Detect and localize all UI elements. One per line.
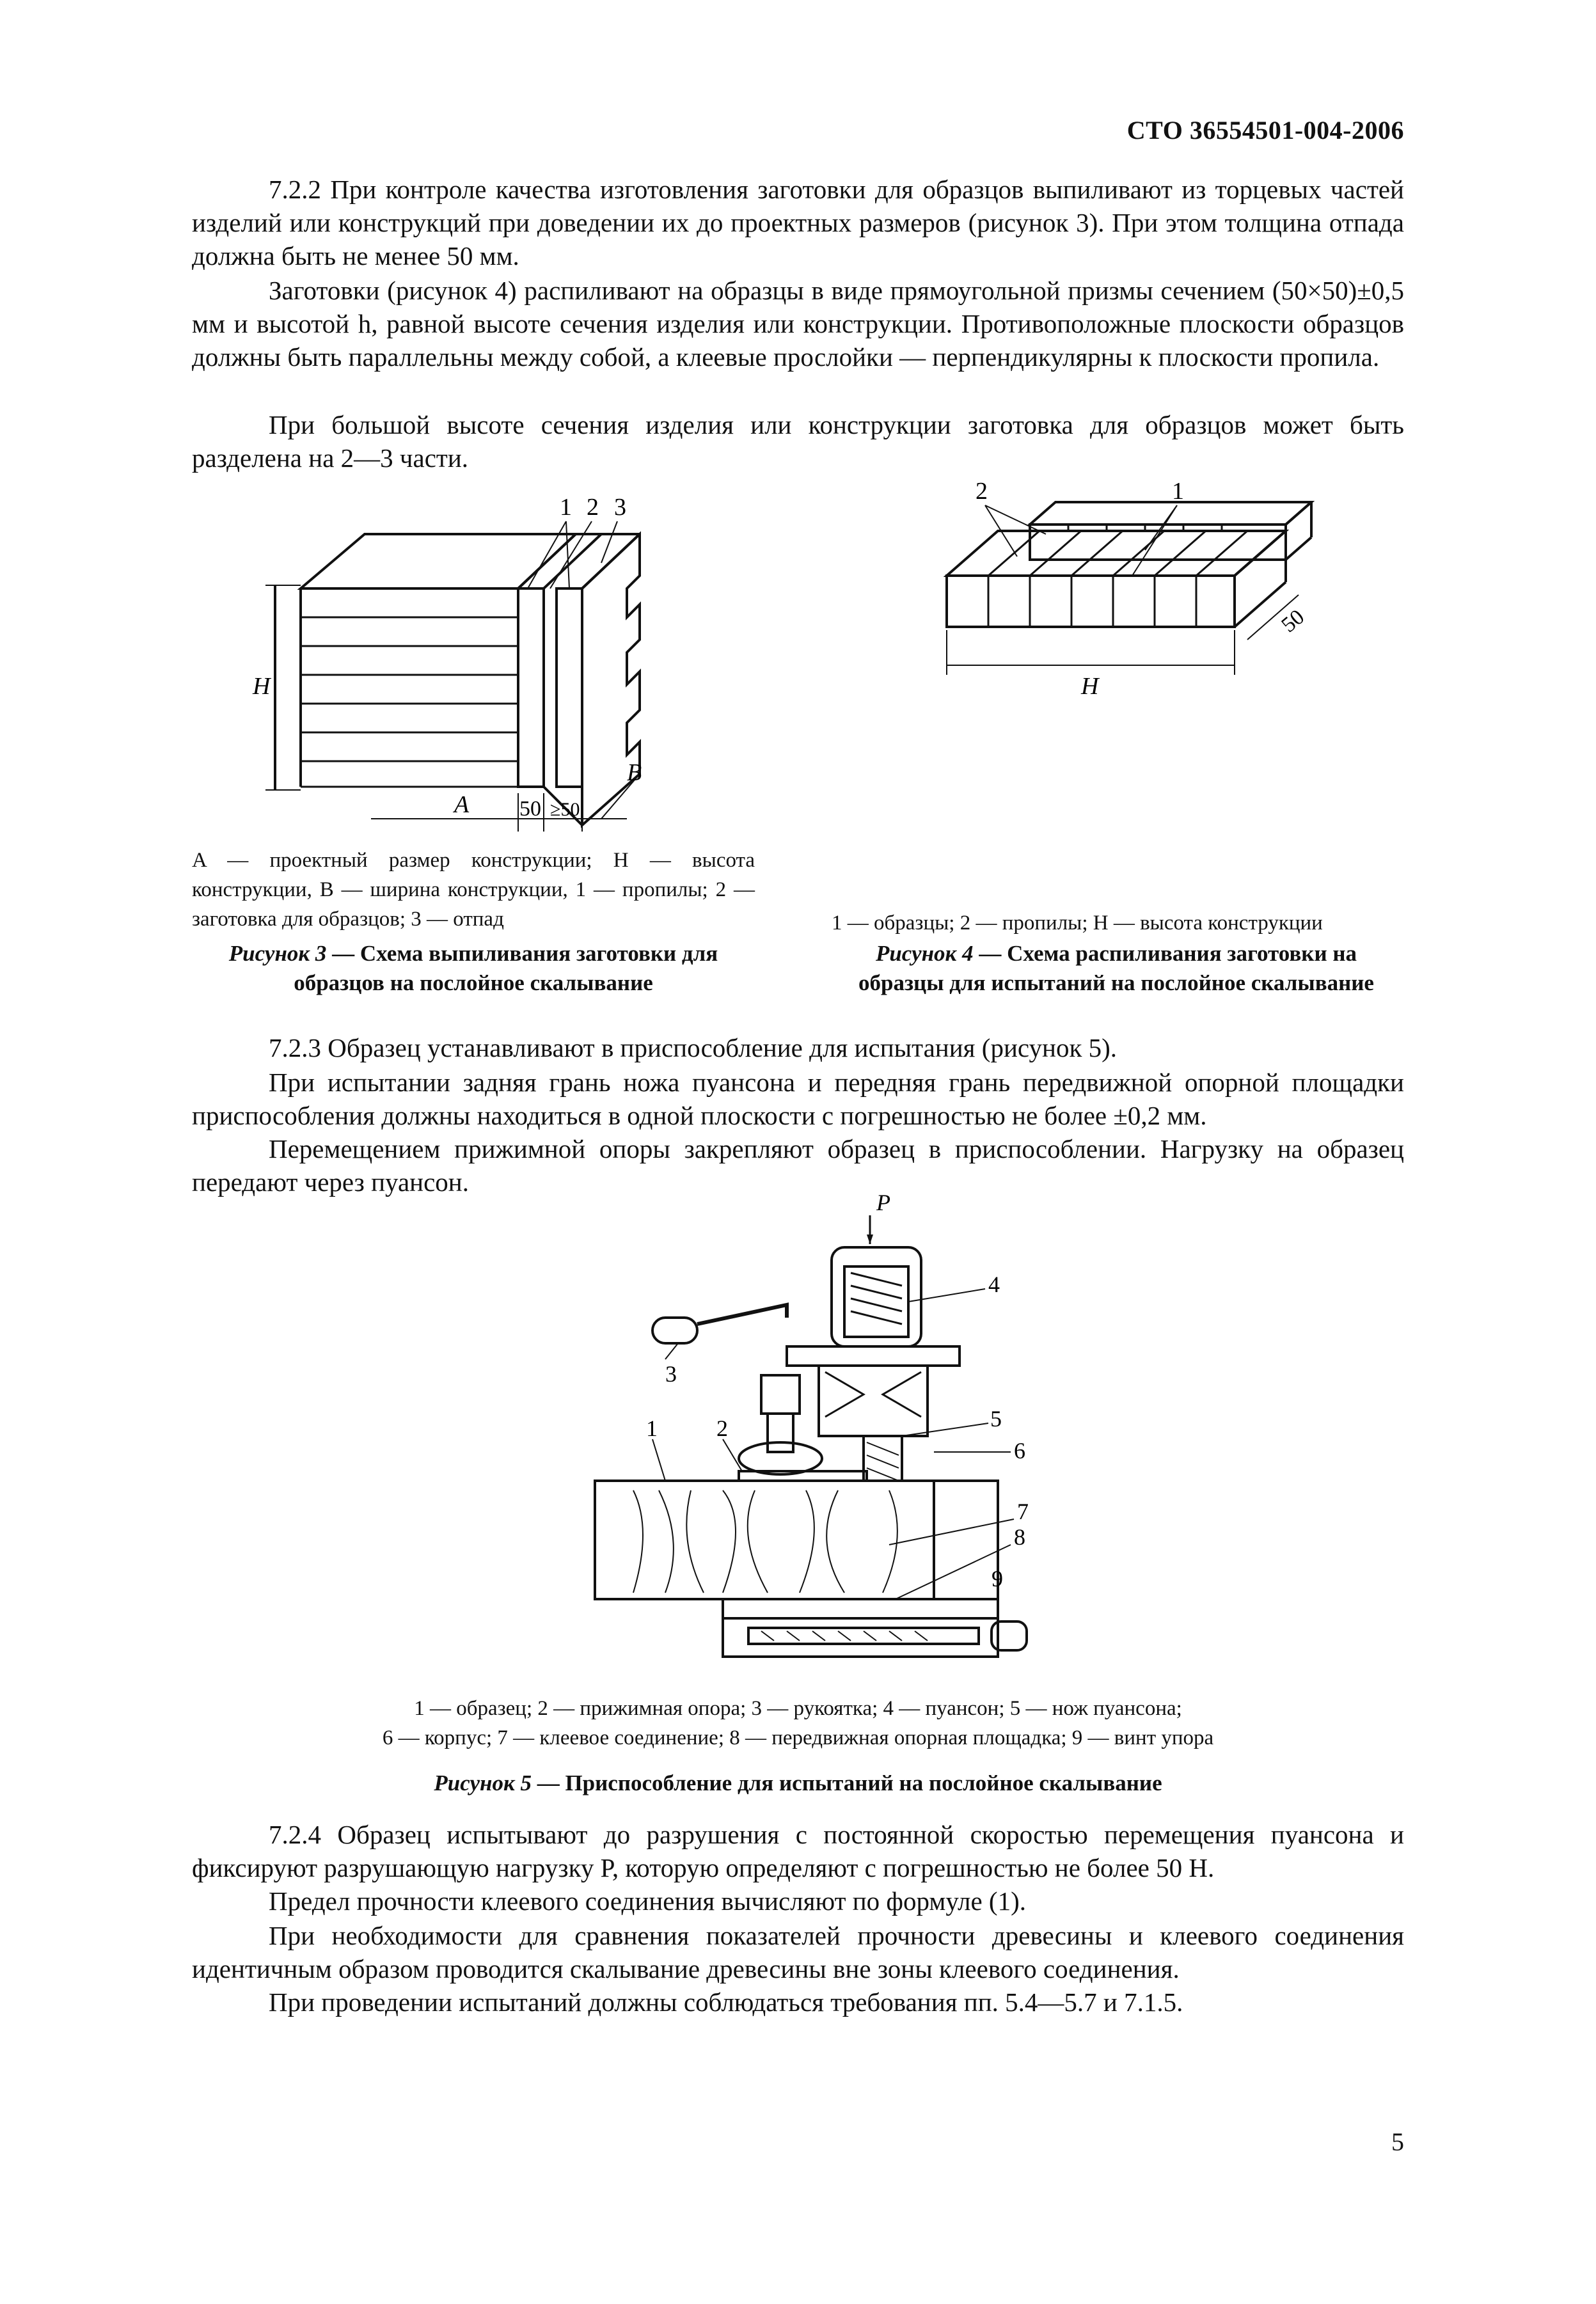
figure-5-caption-line1: 1 — образец; 2 — прижимная опора; 3 — рукоятка; 4 — пуансон; 5 — нож пуансона;: [414, 1697, 1182, 1720]
fig5-label-5: 5: [990, 1406, 1002, 1432]
figure-4-title: [832, 939, 1401, 998]
paragraph-requirements: При проведении испытаний должны соблюдаться требования пп. 5.4—5.7 и 7.1.5.: [269, 1987, 1183, 2017]
figure-5-diagram: [595, 1190, 1043, 1708]
fig3-label-1: 1: [560, 494, 572, 521]
fig3-label-3: 3: [614, 494, 626, 521]
paragraph-7-2-2: 7.2.2 При контроле качества изготовления заготовки для образцов выпиливают из торцевых частей изделий или конструкций при доведении их до проектных размеров (рисунок 3). При этом толщина отпада должна быть не менее 50 мм.: [192, 175, 1404, 271]
figure-5-title-text: — Приспособление для испытаний на послойное скалывание: [531, 1771, 1162, 1795]
fig4-label-H: H: [1081, 673, 1099, 700]
figure-3-title-prefix: Рисунок 3: [228, 941, 327, 966]
fig5-label-2: 2: [716, 1416, 728, 1441]
paragraph-clamp: Перемещением прижимной опоры закрепляют образец в приспособлении. Нагрузку на образец передают через пуансон.: [192, 1134, 1404, 1197]
fig5-label-3: 3: [665, 1361, 677, 1387]
fig4-dim-50: 50: [1277, 604, 1309, 638]
fig4-label-2: 2: [976, 478, 988, 505]
figure-5-caption-line2: 6 — корпус; 7 — клеевое соединение; 8 — передвижная опорная площадка; 9 — винт упора: [382, 1726, 1214, 1749]
figure-5-title: [192, 1769, 1404, 1798]
figure-5-title-prefix: Рисунок 5: [434, 1771, 532, 1795]
fig3-dim-ge50: ≥50: [550, 799, 580, 820]
fig5-label-7: 7: [1017, 1499, 1029, 1524]
fig4-label-1: 1: [1172, 478, 1184, 505]
figure-3-caption: A — проектный размер конструкции; H — высота конструкции, B — ширина конструкции, 1 — пропилы; 2 — заготовка для образцов; 3 — отпад: [192, 849, 755, 931]
fig5-label-P: P: [876, 1190, 890, 1215]
paragraph-7-2-4: 7.2.4 Образец испытывают до разрушения с постоянной скоростью перемещения пуансона и фиксируют разрушающую нагрузку P, которую определяют с погрешностью не более 50 Н.: [192, 1820, 1404, 1882]
fig3-label-H: H: [253, 673, 271, 700]
figure-3-title-text: — Схема выпиливания заготовки для образцов на послойное скалывание: [294, 941, 718, 995]
paragraph-test-alignment: При испытании задняя грань ножа пуансона и передняя грань передвижной опорной площадки приспособления должны находиться в одной плоскости с погрешностью не более ±0,2 мм.: [192, 1068, 1404, 1130]
figure-4-caption: 1 — образцы; 2 — пропилы; H — высота конструкции: [832, 911, 1323, 935]
document-code: СТО 36554501-004-2006: [1126, 116, 1404, 145]
fig5-label-6: 6: [1014, 1438, 1025, 1464]
figure-4-title-text: — Схема распиливания заготовки на образцы для испытаний на послойное скалывание: [858, 941, 1374, 995]
paragraph-7-2-3: 7.2.3 Образец устанавливают в приспособление для испытания (рисунок 5).: [269, 1033, 1118, 1062]
fig5-label-4: 4: [988, 1272, 1000, 1297]
paragraph-large-height: При большой высоте сечения изделия или конструкции заготовка для образцов может быть разделена на 2—3 части.: [192, 410, 1404, 473]
figure-4-diagram: [940, 473, 1388, 729]
figure-3-title: [192, 939, 755, 998]
fig3-label-A: A: [454, 791, 470, 818]
fig3-label-2: 2: [587, 494, 599, 521]
fig3-dim-50: 50: [519, 797, 541, 821]
page-number: 5: [1391, 2127, 1404, 2156]
figure-3-diagram: [243, 473, 716, 857]
paragraph-formula: Предел прочности клеевого соединения вычисляют по формуле (1).: [269, 1886, 1026, 1916]
fig3-label-B: B: [627, 759, 642, 786]
fig5-label-9: 9: [992, 1566, 1003, 1591]
paragraph-blanks: Заготовки (рисунок 4) распиливают на образцы в виде прямоугольной призмы сечением (50×50)±0,5 мм и высотой h, равной высоте сечения изделия или конструкции. Противоположные плоскости образцов должны быть параллельны между собой, а клеевые прослойки — перпендикулярны к плоскости пропила.: [192, 276, 1404, 372]
fig5-label-8: 8: [1014, 1524, 1025, 1550]
paragraph-comparison: При необходимости для сравнения показателей прочности древесины и клеевого соединения идентичным образом проводится скалывание древесины вне зоны клеевого соединения.: [192, 1921, 1404, 1984]
fig5-label-1: 1: [646, 1416, 658, 1441]
figure-4-title-prefix: Рисунок 4: [875, 941, 974, 966]
